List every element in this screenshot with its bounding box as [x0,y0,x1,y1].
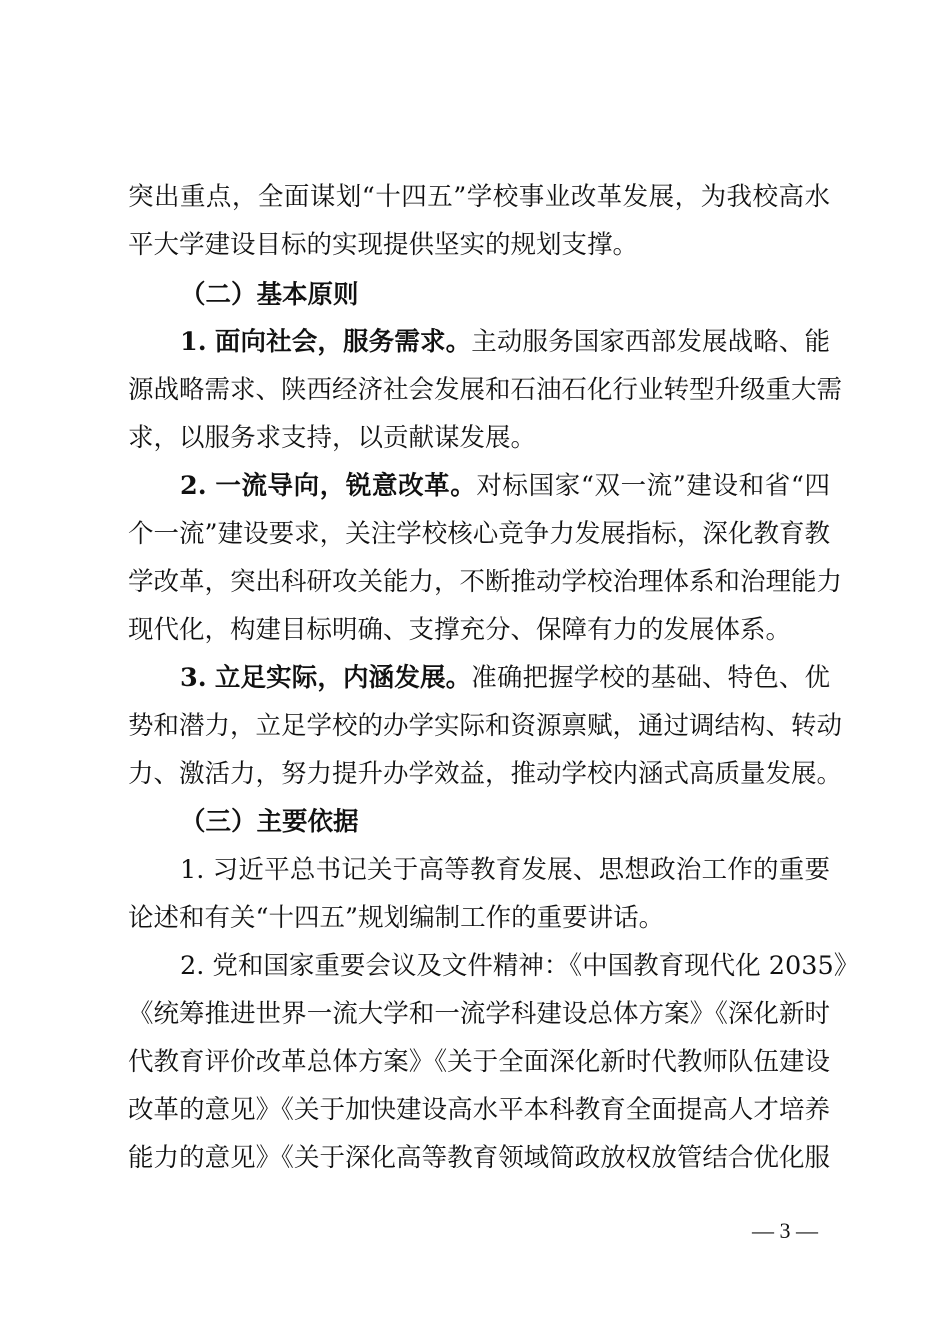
principle-1-title: 面向社会，服务需求。 [214,327,472,357]
principle-2-number: 2. [180,471,207,501]
principle-2-line [180,469,830,503]
paragraph-line: 势和潜力，立足学校的办学实际和资源禀赋，通过调结构、转动 [128,711,843,741]
paragraph-line: 个一流”建设要求，关注学校核心竞争力发展指标，深化教育教 [128,519,830,549]
principle-1-line [180,325,830,359]
section-heading-main-basis: （三）主要依据 [180,807,359,837]
principle-1-number: 1. [180,327,207,357]
principle-3-number: 3. [180,663,207,693]
basis-1-line: 1. 习近平总书记关于高等教育发展、思想政治工作的重要 [180,855,830,885]
paragraph-line: 《统筹推进世界一流大学和一流学科建设总体方案》《深化新时 [128,999,830,1029]
paragraph-line: 改革的意见》《关于加快建设高水平本科教育全面提高人才培养 [128,1095,830,1125]
principle-2-text: 对标国家“双一流”建设和省“四 [476,471,830,501]
paragraph-line: 论述和有关“十四五”规划编制工作的重要讲话。 [128,903,665,933]
paragraph-line: 代教育评价改革总体方案》《关于全面深化新时代教师队伍建设 [128,1047,830,1077]
paragraph-line: 学改革，突出科研攻关能力，不断推动学校治理体系和治理能力 [128,567,843,597]
principle-3-title: 立足实际，内涵发展。 [214,663,472,693]
page-number: — 3 — [752,1218,818,1243]
paragraph-line: 现代化，构建目标明确、支撑充分、保障有力的发展体系。 [128,615,792,645]
paragraph-line: 力、激活力，努力提升办学效益，推动学校内涵式高质量发展。 [128,759,843,789]
paragraph-line: 能力的意见》《关于深化高等教育领域简政放权放管结合优化服 [128,1143,830,1173]
principle-3-text: 准确把握学校的基础、特色、优 [471,663,830,693]
paragraph-line: 突出重点，全面谋划“十四五”学校事业改革发展，为我校高水 [128,182,830,212]
paragraph-line: 求，以服务求支持，以贡献谋发展。 [128,423,537,453]
principle-3-line [180,661,830,695]
principle-2-title: 一流导向，锐意改革。 [215,471,477,501]
principle-1-text: 主动服务国家西部发展战略、能 [471,327,830,357]
paragraph-line: 平大学建设目标的实现提供坚实的规划支撑。 [128,230,639,260]
basis-2-line: 2. 党和国家重要会议及文件精神：《中国教育现代化 2035》 [180,951,860,981]
section-heading-basic-principles: （二）基本原则 [180,280,359,310]
paragraph-line: 源战略需求、陕西经济社会发展和石油石化行业转型升级重大需 [128,375,843,405]
